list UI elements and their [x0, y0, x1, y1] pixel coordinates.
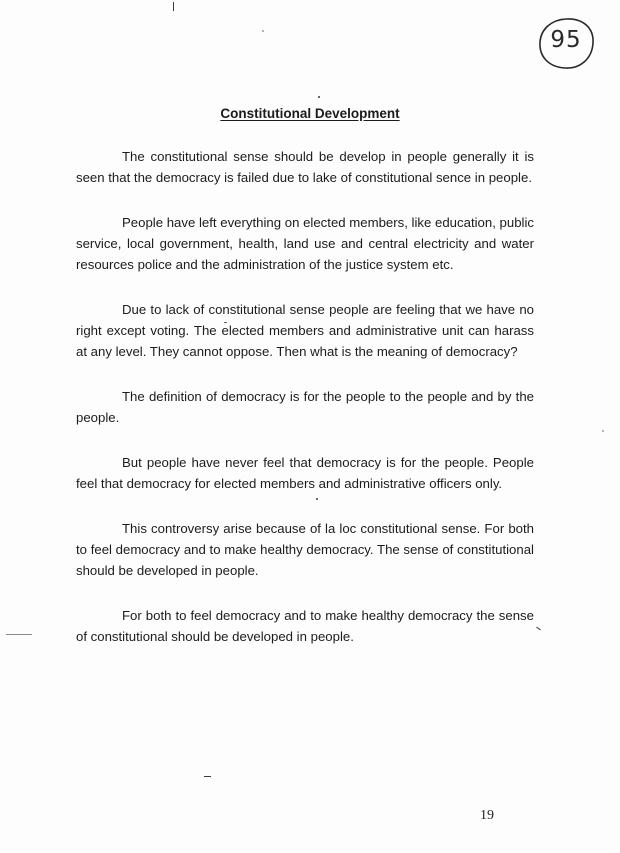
scan-speck	[224, 322, 227, 323]
paragraph: Due to lack of constitutional sense people are feeling that we have no right except voting. The elected members and administrative unit can harass at any level. They cannot oppose. Then what is the meaning of democracy?	[76, 302, 534, 359]
scan-speck	[173, 2, 174, 11]
paragraph: But people have never feel that democracy is for the people. People feel that democracy for elected members and administrative officers only.	[76, 455, 534, 491]
paragraph: The constitutional sense should be develop in people generally it is seen that the democracy is failed due to lake of constitutional sence in people.	[76, 149, 534, 185]
page-title: Constitutional Development	[220, 106, 400, 121]
page-mark-number: 95	[550, 27, 582, 53]
page-number: 19	[480, 808, 494, 823]
scan-speck	[318, 96, 320, 98]
paragraph: People have left everything on elected members, like education, public service, local government, health, land use and central electricity and water resources police and the administration of the justice system etc.	[76, 215, 534, 272]
paragraph: This controversy arise because of la loc constitutional sense. For both to feel democracy and to make healthy democracy. The sense of constitutional should be developed in people.	[76, 521, 534, 578]
scan-speck	[262, 30, 264, 32]
scan-speck	[536, 627, 541, 631]
paragraph: For both to feel democracy and to make healthy democracy the sense of constitutional should be developed in people.	[76, 608, 534, 644]
scan-speck	[316, 498, 318, 500]
scan-speck	[204, 776, 211, 777]
handwritten-page-mark	[536, 16, 596, 72]
scan-speck	[6, 634, 32, 635]
paragraph: The definition of democracy is for the people to the people and by the people.	[76, 389, 534, 425]
body-text	[76, 146, 534, 647]
scan-speck	[602, 430, 604, 432]
